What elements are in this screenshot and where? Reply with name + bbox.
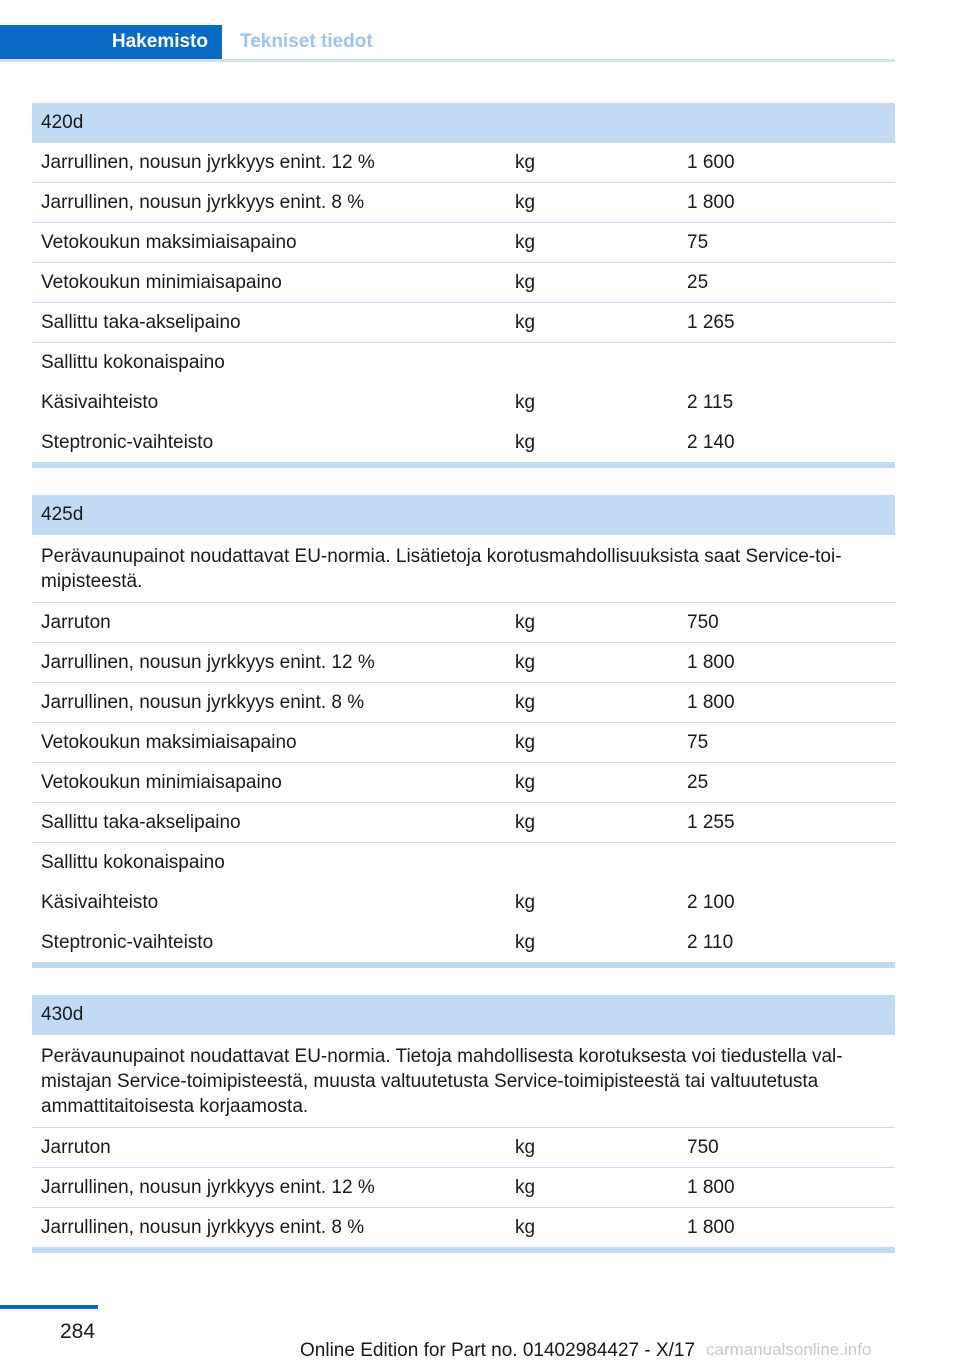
note-line: ammattitaitoisesta korjaamosta. — [41, 1096, 309, 1117]
header — [0, 25, 895, 62]
cell-unit: kg — [515, 151, 536, 173]
cell-value — [687, 843, 895, 883]
cell-value: 1 800 — [687, 1176, 735, 1198]
cell-label: Jarruton — [41, 1136, 111, 1158]
cell-value: 1 800 — [687, 651, 735, 673]
page-number: 284 — [60, 1320, 96, 1343]
cell-value: 25 — [687, 271, 709, 293]
cell-label: Sallittu kokonaispaino — [41, 852, 225, 873]
cell-value: 1 600 — [687, 151, 735, 173]
note-line: mistajan Service-toimipisteestä, muusta valtuutetusta Service-toimipisteestä tai valtuutetusta — [41, 1071, 819, 1092]
table-row — [32, 183, 895, 223]
cell-label: Steptronic-vaihteisto — [41, 931, 214, 953]
cell-unit: kg — [515, 311, 536, 333]
cell-unit: kg — [515, 1136, 536, 1158]
cell-unit — [515, 843, 687, 883]
cell-value: 25 — [687, 771, 709, 793]
cell-unit: kg — [515, 651, 536, 673]
table-row — [32, 683, 895, 723]
table-row — [32, 1168, 895, 1208]
table-row — [32, 263, 895, 303]
footer-accent-bar — [0, 1305, 98, 1309]
cell-unit: kg — [515, 231, 536, 253]
cell-label: Sallittu taka-akselipaino — [41, 811, 241, 833]
section-title: 425d — [32, 495, 895, 535]
note-line: Perävaunupainot noudattavat EU-normia. Tietoja mahdollisesta korotuksesta voi tiedustella val- — [41, 1046, 843, 1067]
table-row — [32, 1208, 895, 1247]
cell-label: Vetokoukun maksimiaisapaino — [41, 231, 297, 253]
spec-tables — [32, 103, 895, 1280]
cell-unit: kg — [515, 392, 536, 413]
cell-value: 1 800 — [687, 1216, 735, 1238]
table-row — [32, 923, 895, 962]
section-bottom-bar — [32, 1247, 895, 1253]
table-row — [32, 343, 895, 383]
table-row — [32, 383, 895, 423]
cell-unit: kg — [515, 731, 536, 753]
cell-value: 1 265 — [687, 311, 735, 333]
section-bottom-bar — [32, 462, 895, 468]
spec-section — [32, 103, 895, 468]
cell-label: Käsivaihteisto — [41, 892, 159, 913]
cell-unit: kg — [515, 931, 536, 953]
cell-unit: kg — [515, 1216, 536, 1238]
cell-label: Jarrullinen, nousun jyrkkyys enint. 8 % — [41, 191, 365, 213]
cell-unit: kg — [515, 191, 536, 213]
cell-unit: kg — [515, 271, 536, 293]
cell-label: Jarrullinen, nousun jyrkkyys enint. 8 % — [41, 691, 365, 713]
cell-unit: kg — [515, 771, 536, 793]
table-row — [32, 883, 895, 923]
cell-label: Jarrullinen, nousun jyrkkyys enint. 12 % — [41, 1176, 375, 1198]
cell-unit: kg — [515, 892, 536, 913]
table-row — [32, 603, 895, 643]
section-note — [32, 535, 895, 603]
table-row — [32, 643, 895, 683]
section-title: 430d — [32, 995, 895, 1035]
cell-value: 1 800 — [687, 191, 735, 213]
cell-value: 1 800 — [687, 691, 735, 713]
cell-label: Jarrullinen, nousun jyrkkyys enint. 12 % — [41, 151, 375, 173]
watermark-text: carmanualsonline.info — [706, 1340, 872, 1359]
cell-unit — [515, 343, 687, 383]
edition-text: Online Edition for Part no. 01402984427 - X/17 — [300, 1340, 696, 1361]
cell-label: Sallittu kokonaispaino — [41, 352, 225, 373]
table-row — [32, 423, 895, 462]
header-underline — [0, 59, 895, 62]
cell-value: 750 — [687, 1136, 719, 1158]
spec-section — [32, 495, 895, 968]
cell-unit: kg — [515, 431, 536, 453]
cell-label: Käsivaihteisto — [41, 392, 159, 413]
table-row — [32, 1128, 895, 1168]
note-line: mipisteestä. — [41, 571, 143, 592]
section-title: 420d — [32, 103, 895, 143]
cell-value: 2 140 — [687, 431, 735, 453]
cell-value: 1 255 — [687, 811, 735, 833]
table-row — [32, 143, 895, 183]
cell-label: Vetokoukun minimiaisapaino — [41, 271, 282, 293]
cell-label: Jarruton — [41, 611, 111, 633]
section-note — [32, 1035, 895, 1128]
cell-label: Steptronic-vaihteisto — [41, 431, 214, 453]
cell-value: 75 — [687, 731, 709, 753]
cell-label: Vetokoukun maksimiaisapaino — [41, 731, 297, 753]
note-line: Perävaunupainot noudattavat EU-normia. Lisätietoja korotusmahdollisuuksista saat Service-toi- — [41, 546, 842, 567]
cell-value: 2 100 — [687, 892, 735, 913]
cell-value — [687, 343, 895, 383]
spec-section — [32, 995, 895, 1253]
table-row — [32, 843, 895, 883]
cell-value: 75 — [687, 231, 709, 253]
table-row — [32, 723, 895, 763]
cell-unit: kg — [515, 611, 536, 633]
cell-label: Jarrullinen, nousun jyrkkyys enint. 12 % — [41, 651, 375, 673]
table-row — [32, 803, 895, 843]
cell-unit: kg — [515, 691, 536, 713]
section-bottom-bar — [32, 962, 895, 968]
tab-hakemisto[interactable]: Hakemisto — [0, 25, 222, 59]
cell-label: Jarrullinen, nousun jyrkkyys enint. 8 % — [41, 1216, 365, 1238]
cell-label: Sallittu taka-akselipaino — [41, 311, 241, 333]
cell-unit: kg — [515, 811, 536, 833]
table-row — [32, 223, 895, 263]
cell-unit: kg — [515, 1176, 536, 1198]
cell-label: Vetokoukun minimiaisapaino — [41, 771, 282, 793]
tab-tekniset-tiedot[interactable]: Tekniset tiedot — [240, 31, 373, 52]
cell-value: 2 115 — [687, 392, 734, 413]
table-row — [32, 303, 895, 343]
cell-value: 750 — [687, 611, 719, 633]
cell-value: 2 110 — [687, 931, 734, 953]
table-row — [32, 763, 895, 803]
